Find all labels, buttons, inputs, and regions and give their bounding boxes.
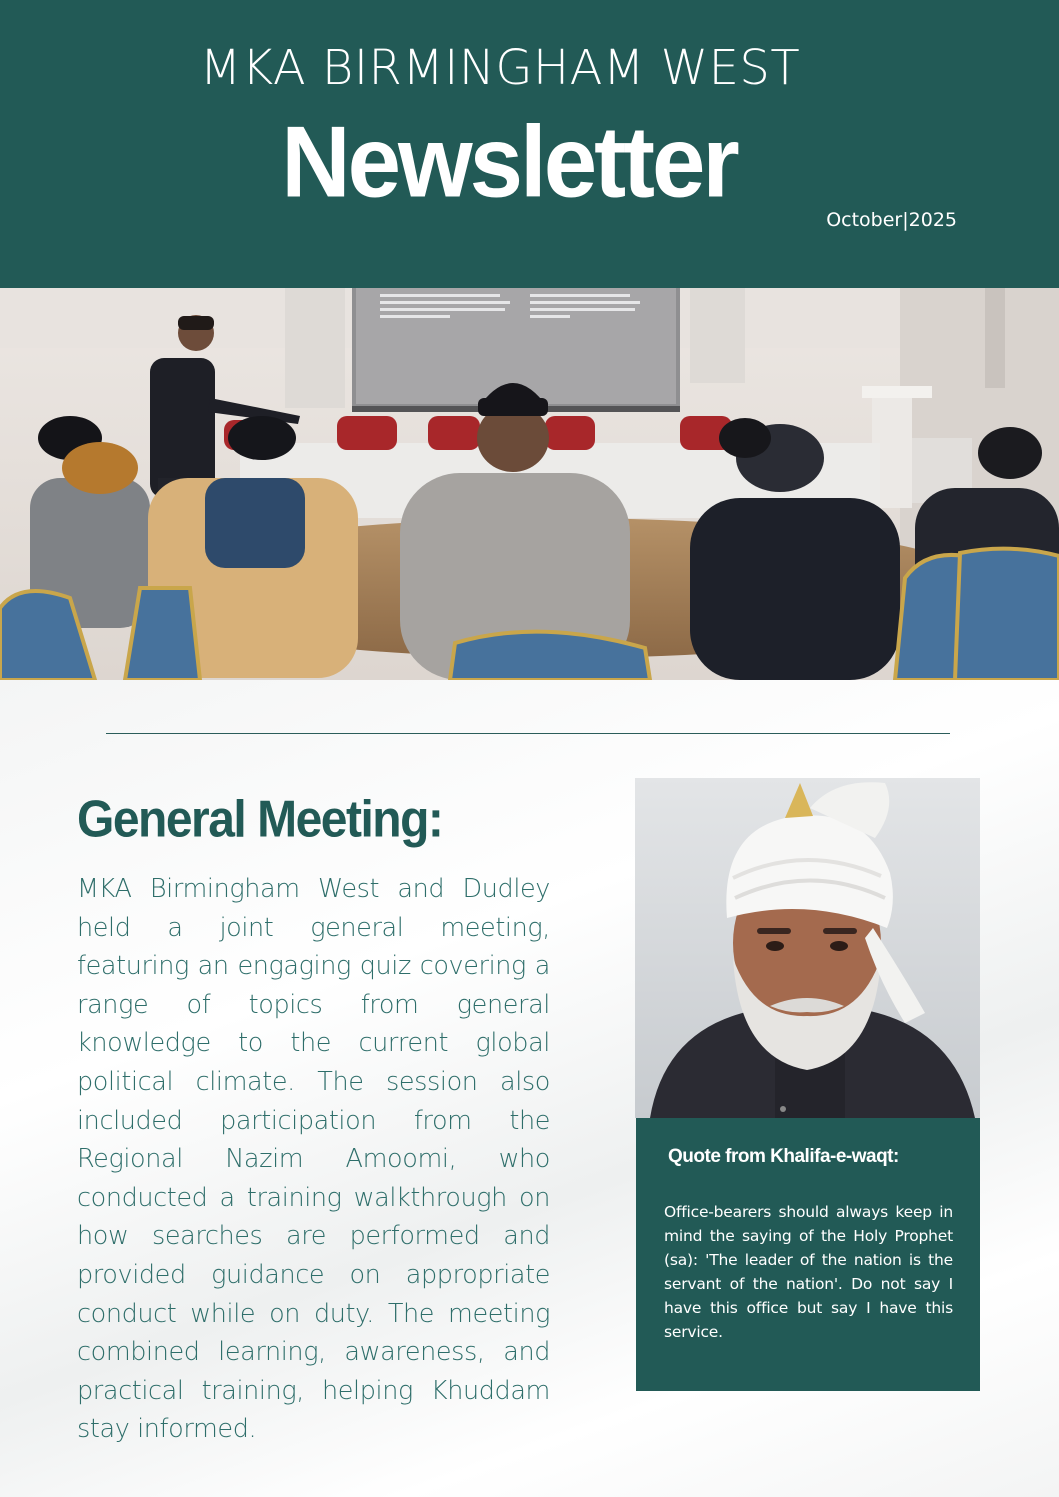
newsletter-header: [0, 0, 1059, 288]
section-divider: [106, 733, 950, 734]
khalifa-portrait: [635, 778, 980, 1118]
article-body: MKA Birmingham West and Dudley held a joint general meeting, featuring an engaging quiz covering a range of topics from general knowledge to the current global political climate. The session also included participation from the Regional Nazim Amoomi, who conducted a training walkthrough on how searches are performed and provided guidance on appropriate conduct while on duty. The meeting combined learning, awareness, and practical training, helping Khuddam stay informed.: [77, 874, 550, 1445]
quote-text: Office-bearers should always keep in mind the saying of the Holy Prophet (sa): 'The leader of the nation is the servant of the nation'. Do not say I have this office but say I have this service.: [664, 1203, 953, 1341]
issue-date: October|2025: [826, 209, 957, 231]
quote-heading: Quote from Khalifa-e-waqt:: [668, 1146, 899, 1167]
article-heading: General Meeting:: [77, 791, 443, 849]
meeting-photo: [0, 288, 1059, 680]
newsletter-title: Newsletter: [281, 106, 737, 219]
quote-card: [636, 1118, 980, 1391]
organization-title: MKA BIRMINGHAM WEST: [199, 40, 801, 96]
